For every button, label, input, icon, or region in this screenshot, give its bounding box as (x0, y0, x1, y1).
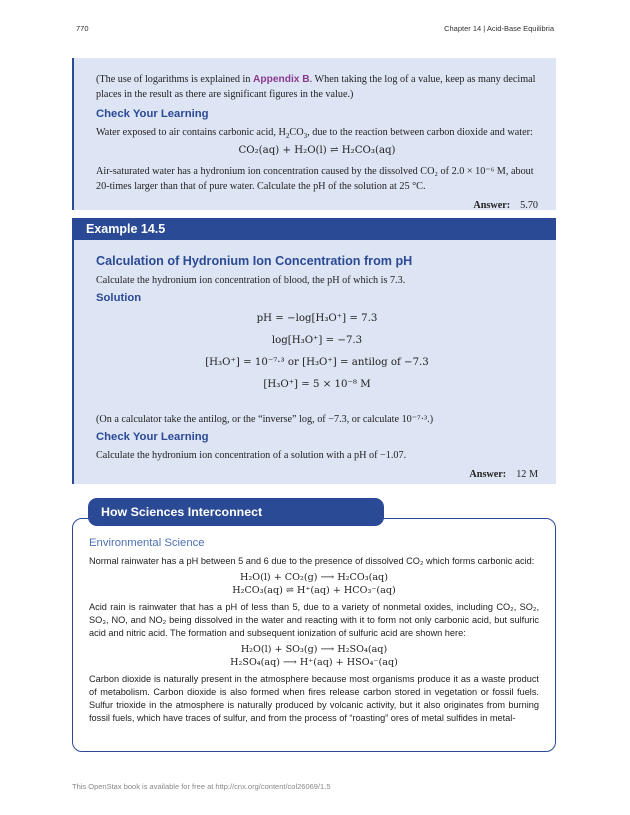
equation-3: [H₃O⁺] = 10⁻⁷·³ or [H₃O⁺] = antilog of −7.3 (205, 357, 429, 368)
equation-4: [H₃O⁺] = 5 × 10⁻⁸ M (263, 379, 371, 390)
equation-3: H₂O(l) + SO₃(g) ⟶ H₂SO₄(aq) (240, 644, 388, 655)
question-text: Water exposed to air contains carbonic acid, $H_2CO_3$, due to the reaction between carbon dioxide and water: (96, 127, 533, 141)
example-continuation-box (72, 58, 556, 210)
paragraph-2: Acid rain is rainwater that has a pH of less than 5, due to a variety of nonmetal oxides, including CO₂, SO₂, SO₃, NO, and NO₂ being dissolved in the water and reacting with it to form not only carbonic acid, but sulfuric acid and nitric acid. The formation and subsequent ionization of sulfuric acid are shown here: (89, 602, 539, 638)
footer: This OpenStax book is available for free at http://cnx.org/content/col26069/1.5 (72, 782, 331, 791)
example-title: Calculation of Hydronium Ion Concentration from pH (96, 254, 413, 268)
check-your-learning-heading: Check Your Learning (96, 431, 209, 443)
check-your-learning-heading: Check Your Learning (96, 108, 209, 120)
equation-1: pH = −log[H₃O⁺] = 7.3 (256, 313, 378, 324)
chapter-header: Chapter 14 | Acid-Base Equilibria (444, 24, 554, 33)
page-number: 770 (76, 24, 89, 33)
equation-2: log[H₃O⁺] = −7.3 (271, 335, 363, 346)
paragraph-1: Normal rainwater has a pH between 5 and 6 due to the presence of dissolved CO₂ which forms carbonic acid: (89, 556, 535, 566)
feature-subtitle: Environmental Science (89, 537, 205, 549)
answer: Answer: 12 M (469, 469, 538, 480)
equation: CO₂(aq) + H₂O(l) ⇌ H₂CO₃(aq) (238, 145, 396, 156)
appendix-link[interactable]: Appendix B (253, 74, 310, 85)
solution-heading: Solution (96, 292, 142, 304)
question-text-2: Air-saturated water has a hydronium ion concentration caused by the dissolved CO₂ of 2.0 × 10⁻⁶ M, about 20-times larger than that of pure water. Calculate the pH of the solution at 25 °C. (96, 166, 534, 192)
example-box (72, 240, 556, 484)
equation-4: H₂SO₄(aq) ⟶ H⁺(aq) + HSO₄⁻(aq) (230, 657, 398, 668)
feature-tab: How Sciences Interconnect (88, 498, 384, 526)
equation-2: H₂CO₃(aq) ⇌ H⁺(aq) + HCO₃⁻(aq) (232, 585, 396, 596)
calculator-note: (On a calculator take the antilog, or the “inverse” log, of −7.3, or calculate 10⁻⁷·³.) (96, 414, 434, 425)
paragraph-3: Carbon dioxide is naturally present in the atmosphere because most organisms produce it as a waste product of metabolism. Carbon dioxide is also formed when fires release carbon stored in vegetation or fossil fuels. Sulfur trioxide in the atmosphere is naturally produced by volcanic activity, but it also originates from burning fossil fuels, which have traces of sulfur, and from the process of “roasting” ores of metal sulfides in metal- (89, 674, 539, 723)
example-label: Example 14.5 (72, 218, 556, 240)
logarithm-note: (The use of logarithms is explained in Appendix B. When taking the log of a value, keep as many decimal places in the result as there are significant figures in the value.) (96, 74, 536, 100)
answer: Answer: 5.70 (473, 200, 538, 211)
equation-1: H₂O(l) + CO₂(g) ⟶ H₂CO₃(aq) (240, 572, 388, 583)
interconnect-box (72, 518, 556, 752)
check-question: Calculate the hydronium ion concentration of a solution with a pH of −1.07. (96, 450, 407, 461)
example-prompt: Calculate the hydronium ion concentration of blood, the pH of which is 7.3. (96, 275, 406, 286)
